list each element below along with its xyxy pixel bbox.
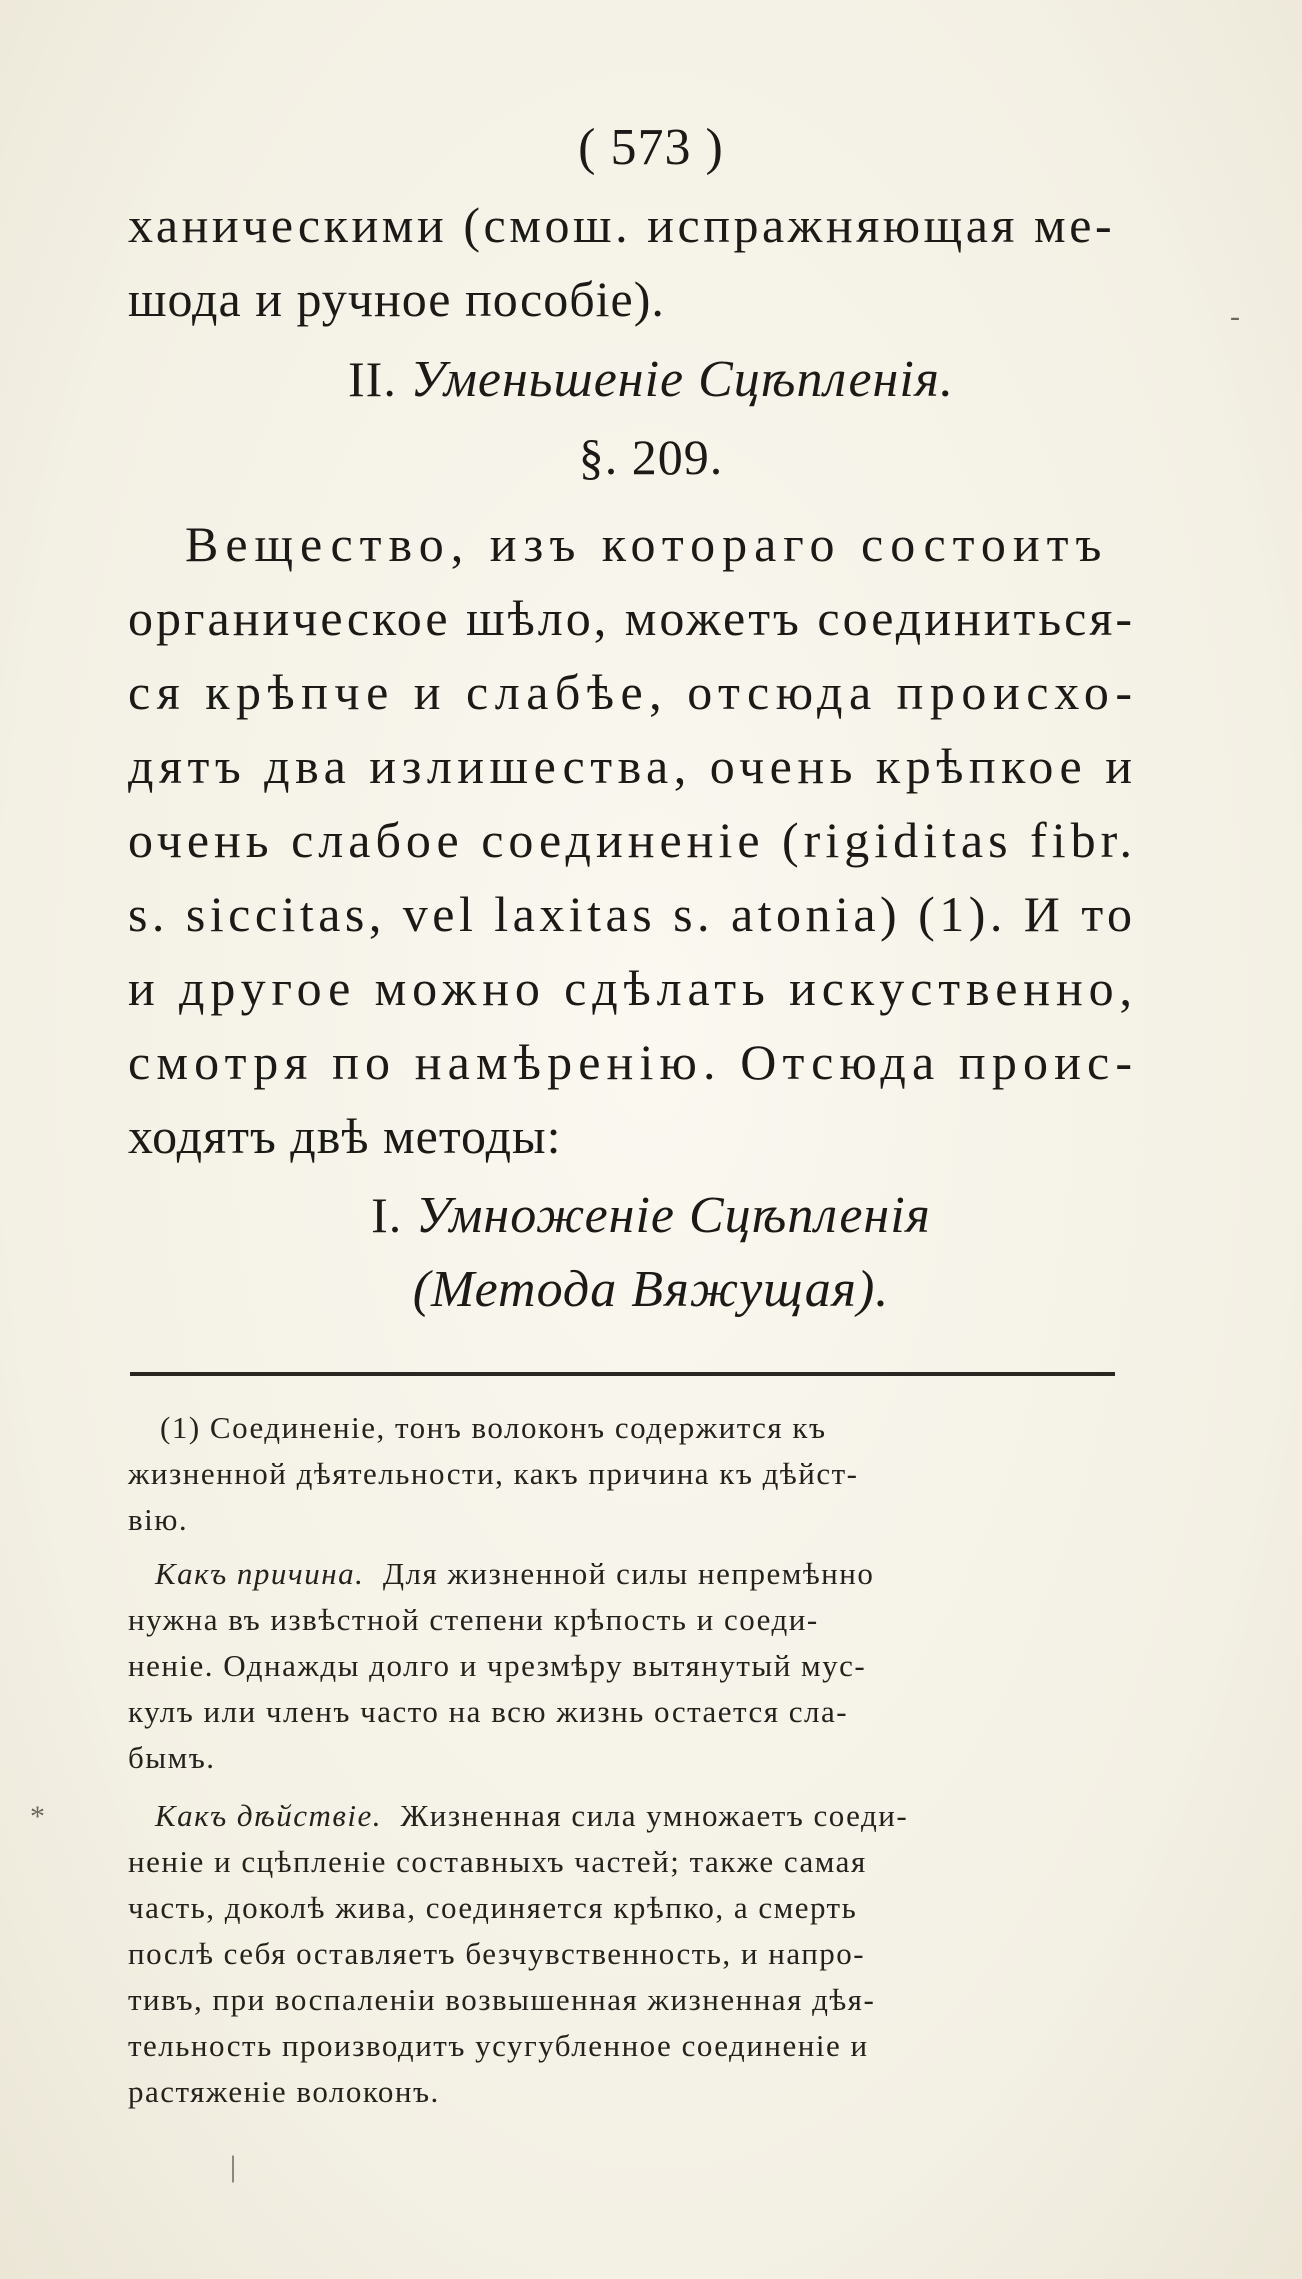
print-speck: | (230, 2150, 237, 2183)
heading-reduction-title: Уменьшеніе Сцѣпленія. (410, 351, 954, 408)
footnote-line-3: вію. (128, 1502, 189, 1537)
footnote-line-13: тивъ, при воспаленіи возвышенная жизненная дѣя- (128, 1982, 876, 2017)
footnote-line-11: часть, доколѣ жива, соединяется крѣпко, а смерть (128, 1890, 858, 1925)
footnote-line-9 (155, 1798, 908, 1834)
footnote-line-14: тельность производитъ усугубленное соединеніе и (128, 2028, 869, 2063)
print-speck: * (30, 1800, 45, 1833)
heading-increase-num: I. (371, 1187, 403, 1243)
page-number: ( 573 ) (578, 119, 724, 176)
para-line-7: и другое можно сдѣлать искуственно, (128, 960, 1138, 1016)
footnote-line-2: жизненной дѣятельности, какъ причина къ дѣйст- (128, 1456, 859, 1491)
body-line-2: шода и ручное пособіе). (128, 271, 665, 327)
footnote-effect-lead: Какъ дѣйствіе. (155, 1798, 383, 1833)
heading-increase-subtitle: (Метода Вяжущая). (412, 1261, 890, 1318)
para-line-3: ся крѣпче и слабѣе, отсюда происхо- (128, 664, 1139, 720)
footnote-line-8: бымъ. (128, 1740, 216, 1775)
heading-increase (0, 1186, 1302, 1245)
footnote-line-9-rest: Жизненная сила умножаетъ соеди- (391, 1798, 909, 1833)
footnote-line-4 (155, 1556, 874, 1592)
footnote-line-6: неніе. Однажды долго и чрезмѣру вытянутый мус- (128, 1648, 867, 1683)
heading-reduction (0, 350, 1302, 409)
para-line-5: очень слабое соединеніе (rigiditas fibr. (128, 812, 1137, 868)
footnote-cause-lead: Какъ причина. (155, 1556, 365, 1591)
footnote-line-12: послѣ себя оставляетъ безчувственность, и напро- (128, 1936, 866, 1971)
para-line-2: органическое шѣло, можетъ соединиться- (128, 590, 1135, 646)
section-number: §. 209. (578, 429, 724, 485)
para-line-6: s. siccitas, vel laxitas s. atonia) (1). И то (128, 886, 1137, 942)
para-line-9: ходятъ двѣ методы: (128, 1108, 562, 1164)
footnote-divider (130, 1372, 1115, 1376)
footnote-line-4-rest: Для жизненной силы непремѣнно (373, 1556, 875, 1591)
heading-increase-title: Умноженіе Сцѣпленія (415, 1187, 931, 1244)
heading-reduction-num: II. (348, 351, 397, 407)
footnote-line-5: нужна въ извѣстной степени крѣпость и соеди- (128, 1602, 819, 1637)
footnote-line-7: кулъ или членъ часто на всю жизнь остается сла- (128, 1694, 849, 1729)
footnote-line-10: неніе и сцѣпленіе составныхъ частей; также самая (128, 1844, 867, 1879)
footnote-line-1: (1) Соединеніе, тонъ волоконъ содержится къ (160, 1410, 827, 1445)
para-line-1: Вещество, изъ котораго состоитъ (185, 516, 1109, 572)
para-line-4: дятъ два излишества, очень крѣпкое и (128, 738, 1138, 794)
para-line-8: смотря по намѣренію. Отсюда проис- (128, 1034, 1139, 1090)
body-line-1: ханическими (смош. испражняющая ме- (128, 197, 1116, 253)
print-speck: - (1230, 300, 1240, 333)
footnote-line-15: растяженіе волоконъ. (128, 2074, 440, 2109)
